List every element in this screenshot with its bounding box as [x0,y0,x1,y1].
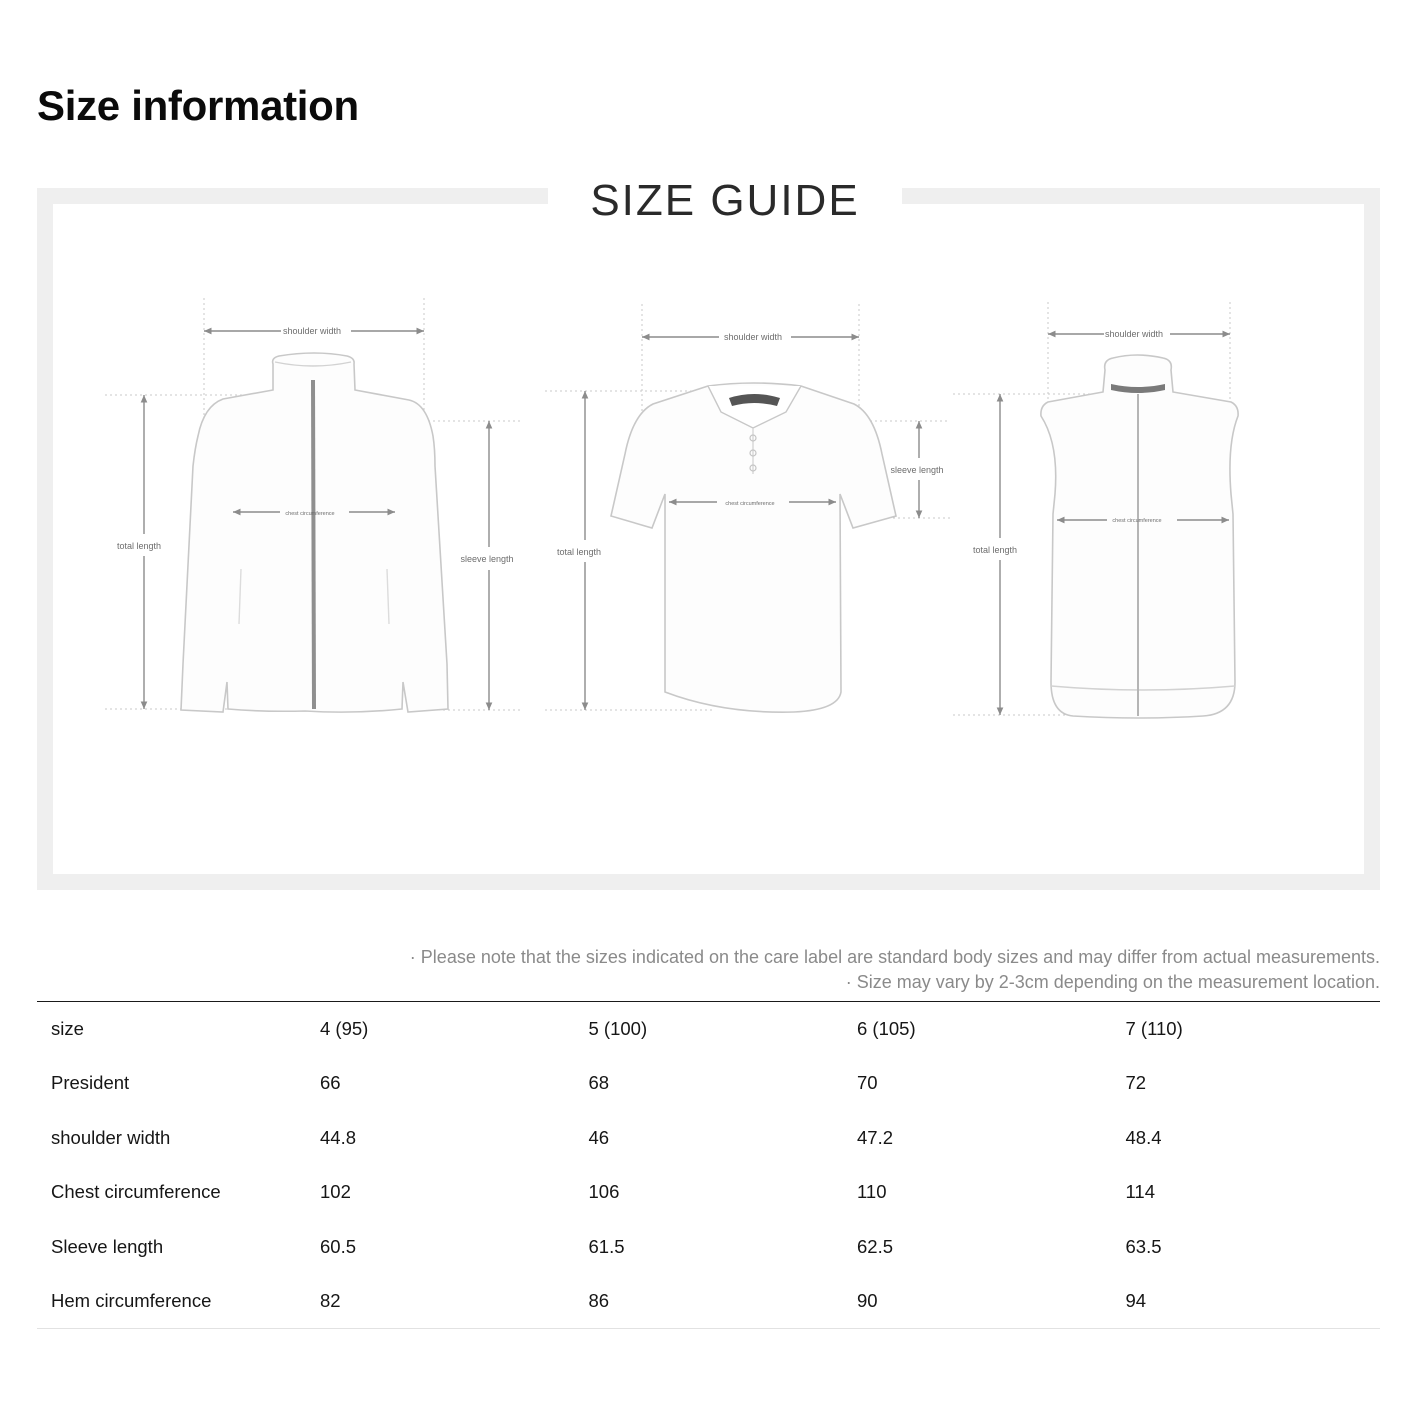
table-cell: 110 [857,1181,887,1203]
table-cell: 106 [588,1181,620,1203]
table-cell: 70 [857,1072,878,1094]
table-cell: President [51,1072,130,1094]
table-header-cell: 4 (95) [320,1018,369,1039]
table-cell: 72 [1125,1072,1147,1094]
table-header-cell: 5 (100) [588,1018,648,1039]
table-cell: Hem circumference [51,1290,212,1311]
size-note: · Size may vary by 2-3cm depending on the measurement location. [410,970,1380,995]
polo-chest-circumference-label: chest circumference [725,501,775,507]
jacket-total-length-label: total length [116,541,162,551]
table-cell: 44.8 [320,1126,357,1148]
vest-total-length-label: total length [972,545,1018,555]
jacket-shape [181,353,448,712]
jacket-shoulder-width-label: shoulder width [282,326,342,336]
polo-sleeve-length-label: sleeve length [890,465,944,475]
table-header-row [37,1002,1380,1057]
size-notes [410,945,1380,995]
table-cell: 94 [1125,1290,1147,1311]
table-cell: 66 [320,1072,341,1094]
table-row [37,1220,1380,1275]
page-title: Size information [37,82,359,129]
table-header-cell: size [51,1018,84,1039]
size-guide-image [53,176,1364,874]
table-cell: 86 [588,1290,610,1311]
size-table [37,1001,1380,1329]
vest-shape [1041,355,1238,718]
jacket-chest-circumference-label: chest circumference [285,511,335,517]
table-cell: 82 [320,1290,341,1311]
table-row [37,1056,1380,1111]
table-header-cell: 6 (105) [857,1018,916,1039]
polo-total-length-label: total length [556,547,602,557]
table-cell: 68 [588,1072,610,1094]
size-note: · Please note that the sizes indicated on the care label are standard body sizes and may differ from actual measurements. [410,945,1380,970]
table-cell: 63.5 [1125,1235,1162,1257]
table-cell: 61.5 [588,1235,625,1257]
vest-diagram [953,302,1238,718]
size-guide-title: SIZE GUIDE [590,176,860,225]
table-cell: 114 [1125,1181,1155,1203]
vest-chest-circumference-label: chest circumference [1112,518,1162,524]
polo-shoulder-width-label: shoulder width [723,332,783,342]
polo-diagram [545,304,950,712]
size-guide-frame [37,176,1380,890]
jacket-sleeve-length-label: sleeve length [460,554,514,564]
table-cell: Chest circumference [51,1181,221,1203]
table-cell: 48.4 [1125,1126,1162,1148]
table-cell: 47.2 [857,1126,894,1148]
table-row [37,1111,1380,1166]
table-cell: Sleeve length [51,1235,164,1257]
polo-shape [611,383,896,712]
table-row [37,1165,1380,1220]
table-row [37,1274,1380,1329]
table-cell: 60.5 [320,1235,357,1257]
table-cell: 102 [320,1181,351,1203]
table-header-cell: 7 (110) [1125,1018,1183,1039]
table-cell: shoulder width [51,1126,171,1148]
vest-shoulder-width-label: shoulder width [1104,329,1164,339]
table-cell: 90 [857,1290,878,1311]
table-cell: 46 [588,1126,610,1148]
jacket-diagram [105,298,523,712]
garment-diagrams [53,204,1364,874]
table-cell: 62.5 [857,1235,894,1257]
